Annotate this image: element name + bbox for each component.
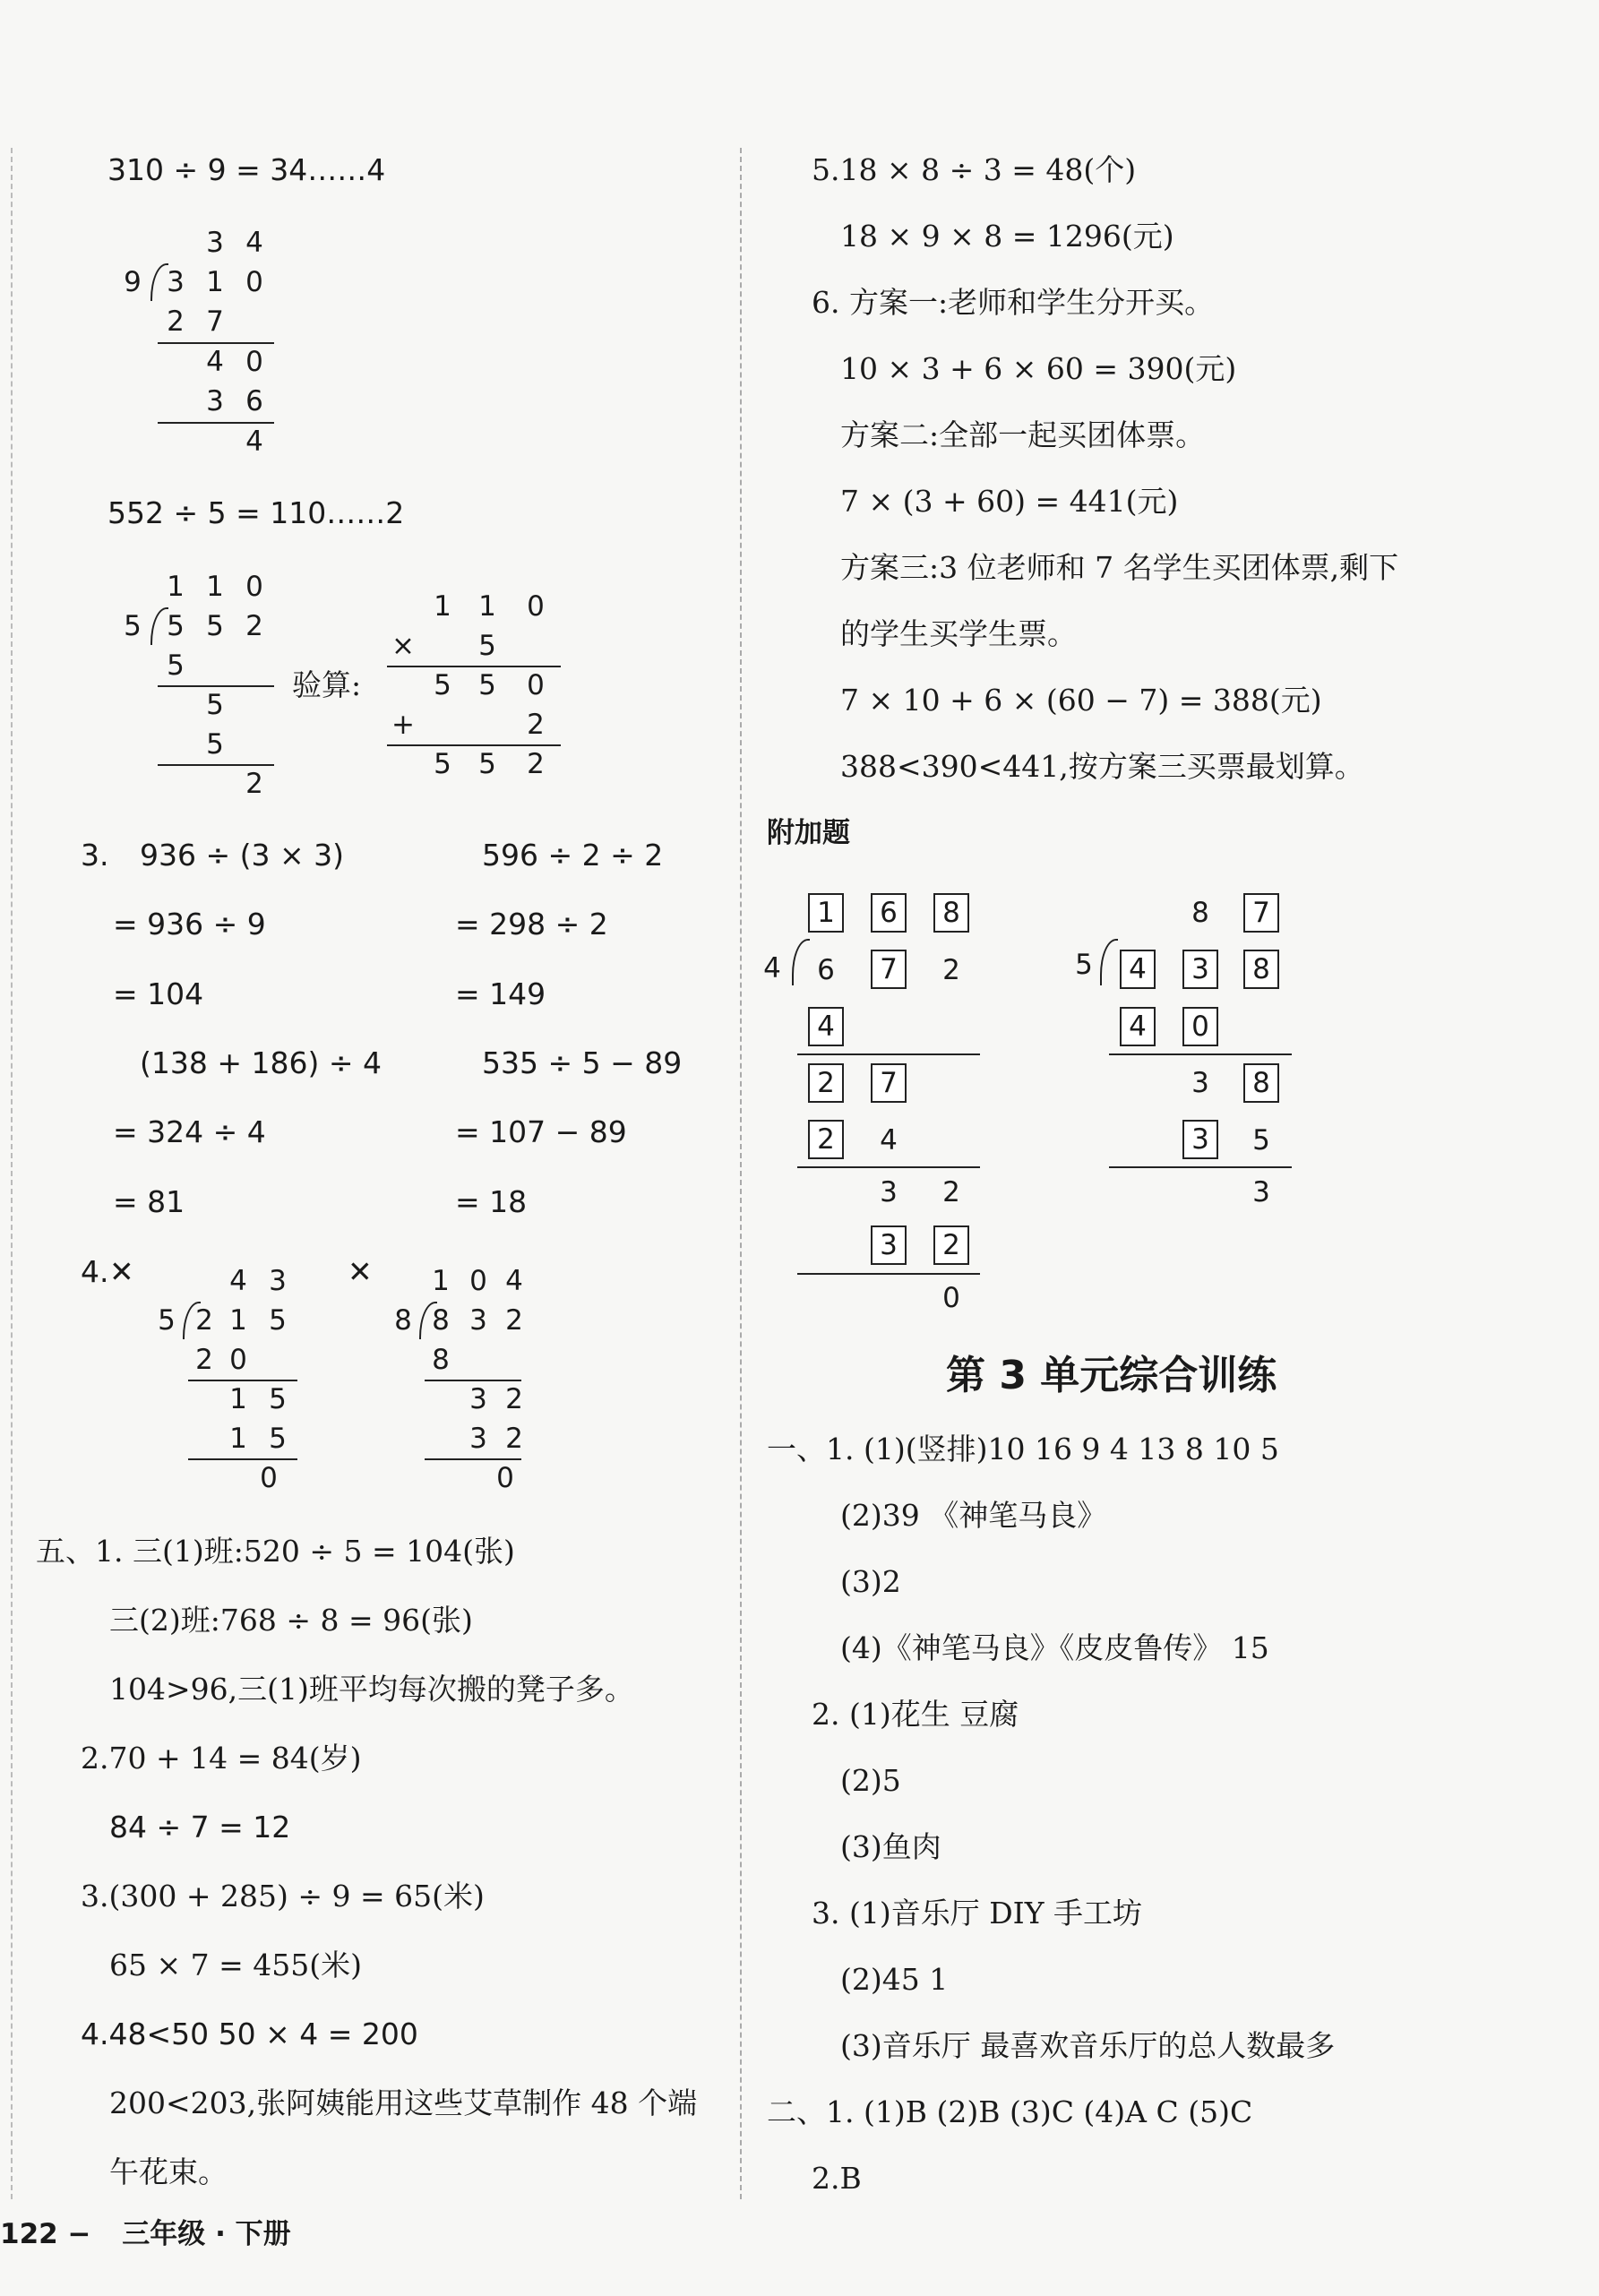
step-digit: 2: [167, 305, 185, 338]
calc-line: = 18: [455, 1184, 528, 1219]
answer-line: (2)45 1: [840, 1962, 949, 1997]
step-digit: 7: [206, 305, 224, 338]
divisor: 8: [394, 1304, 412, 1337]
step-digit: 8: [432, 1344, 450, 1376]
answer-line: 一、1. (1)(竖排)10 16 9 4 13 8 10 5: [767, 1432, 1279, 1466]
answer-box: 0: [1182, 1007, 1218, 1046]
sum-line: [387, 744, 561, 746]
quotient-digit: 4: [505, 1265, 523, 1297]
answer-line: 3. (1)音乐厅 DIY 手工坊: [812, 1896, 1142, 1931]
dividend-digit: 1: [229, 1304, 247, 1337]
wrong-mark-icon: ✕: [348, 1254, 373, 1289]
operator: +: [391, 709, 415, 741]
step-digit: 1: [229, 1383, 247, 1415]
vert-digit: 1: [478, 590, 496, 623]
step-digit: 5: [206, 728, 224, 761]
answer-box: 4: [1120, 950, 1156, 989]
answer-line: 18 × 9 × 8 = 1296(元): [840, 219, 1174, 254]
answer-line: 6. 方案一:老师和学生分开买。: [812, 285, 1215, 320]
vert-digit: 5: [478, 630, 496, 662]
word-problem-line: 4.48<50 50 × 4 = 200: [81, 2017, 418, 2051]
remainder: 0: [942, 1282, 960, 1314]
subtraction-line: [158, 764, 274, 766]
calc-line: 936 ÷ (3 × 3): [140, 838, 344, 873]
calc-line: = 104: [113, 976, 204, 1011]
dividend-digit: 2: [942, 954, 960, 986]
step-digit: 2: [505, 1423, 523, 1455]
subtraction-line: [1109, 1053, 1292, 1055]
calc-line: 535 ÷ 5 − 89: [482, 1045, 683, 1080]
division-equation: 310 ÷ 9 = 34……4: [107, 152, 386, 187]
division-bracket: [792, 939, 810, 985]
calc-line: = 81: [113, 1184, 185, 1219]
dividend-digit: 1: [206, 266, 224, 298]
calc-line: 596 ÷ 2 ÷ 2: [482, 838, 664, 873]
quotient-digit: 1: [206, 571, 224, 603]
quotient-digit: 8: [1191, 897, 1209, 929]
divisor: 5: [124, 610, 142, 642]
step-digit: 2: [942, 1176, 960, 1208]
page-number: 122 −: [0, 2218, 91, 2250]
step-digit: 5: [167, 649, 185, 682]
step-digit: 3: [469, 1423, 487, 1455]
answer-box: 7: [1243, 893, 1279, 933]
answer-line: 方案二:全部一起买团体票。: [840, 417, 1206, 452]
step-digit: 6: [245, 385, 263, 417]
word-problem-line: 84 ÷ 7 = 12: [109, 1810, 291, 1845]
divisor: 4: [763, 952, 781, 985]
quotient-digit: 4: [245, 227, 263, 259]
vert-digit: 2: [527, 748, 545, 780]
question-number: 3.: [81, 838, 109, 873]
page-footer: [0, 2211, 291, 2251]
answer-box: 2: [933, 1225, 969, 1265]
sum-line: [387, 666, 561, 667]
quotient-digit: 1: [432, 1265, 450, 1297]
answer-box: 1: [808, 893, 844, 933]
step-digit: 0: [245, 346, 263, 378]
quotient-digit: 1: [167, 571, 185, 603]
answer-box: 7: [871, 1063, 907, 1103]
calc-line: = 149: [455, 976, 546, 1011]
step-digit: 1: [229, 1423, 247, 1455]
answer-box: 2: [808, 1120, 844, 1159]
step-digit: 5: [269, 1423, 287, 1455]
calc-line: (138 + 186) ÷ 4: [140, 1045, 382, 1080]
division-equation: 552 ÷ 5 = 110……2: [107, 495, 405, 530]
column-separator: [740, 148, 742, 2199]
quotient-digit: 3: [269, 1265, 287, 1297]
word-problem-line: 200<203,张阿姨能用这些艾草制作 48 个端: [109, 2085, 698, 2120]
answer-line: (2)5: [840, 1763, 901, 1798]
dividend-digit: 5: [206, 610, 224, 642]
operator: ×: [391, 630, 415, 662]
calc-line: = 107 − 89: [455, 1114, 627, 1149]
answer-box: 3: [1182, 950, 1218, 989]
answer-box: 3: [871, 1225, 907, 1265]
dividend-digit: 2: [195, 1304, 213, 1337]
answer-line: (2)39 《神笔马良》: [840, 1498, 1107, 1533]
dividend-digit: 2: [505, 1304, 523, 1337]
answer-line: 的学生买学生票。: [840, 616, 1077, 651]
subtraction-line: [797, 1053, 980, 1055]
step-digit: 4: [880, 1124, 898, 1157]
divisor: 5: [1075, 949, 1093, 981]
step-digit: 5: [269, 1383, 287, 1415]
answer-box: 6: [871, 893, 907, 933]
divisor: 5: [158, 1304, 176, 1337]
answer-line: (3)鱼肉: [840, 1829, 941, 1864]
wrong-mark-icon: ✕: [109, 1254, 134, 1289]
dividend-digit: 5: [269, 1304, 287, 1337]
grade-label: 三年级 · 下册: [122, 2218, 291, 2250]
vert-digit: 5: [434, 669, 451, 701]
remainder: 3: [1252, 1176, 1270, 1208]
vert-digit: 0: [527, 669, 545, 701]
step-digit: 0: [229, 1344, 247, 1376]
subtraction-line: [425, 1458, 521, 1460]
quotient-digit: 4: [229, 1265, 247, 1297]
vert-digit: 1: [434, 590, 451, 623]
word-problem-line: 五、1. 三(1)班:520 ÷ 5 = 104(张): [36, 1534, 515, 1569]
remainder: 0: [260, 1462, 278, 1494]
quotient-digit: 0: [469, 1265, 487, 1297]
calc-line: = 936 ÷ 9: [113, 907, 266, 942]
step-digit: 3: [206, 385, 224, 417]
calc-line: = 324 ÷ 4: [113, 1114, 266, 1149]
answer-line: (3)2: [840, 1564, 901, 1599]
answer-box: 7: [871, 950, 907, 989]
bonus-heading: 附加题: [767, 817, 850, 849]
division-bracket: [1100, 939, 1118, 985]
step-digit: 2: [505, 1383, 523, 1415]
answer-line: 388<390<441,按方案三买票最划算。: [840, 749, 1364, 784]
dividend-digit: 3: [167, 266, 185, 298]
left-margin-dashed-line: [11, 148, 13, 2199]
dividend-digit: 5: [167, 610, 185, 642]
step-digit: 2: [195, 1344, 213, 1376]
step-digit: 5: [206, 689, 224, 721]
unit-title: 第 3 单元综合训练: [946, 1353, 1277, 1398]
dividend-digit: 3: [469, 1304, 487, 1337]
answer-box: 2: [808, 1063, 844, 1103]
subtraction-line: [797, 1166, 980, 1168]
dividend-digit: 6: [817, 954, 835, 986]
step-digit: 3: [880, 1176, 898, 1208]
vert-digit: 5: [478, 748, 496, 780]
answer-line: (3)音乐厅 最喜欢音乐厅的总人数最多: [840, 2028, 1336, 2063]
answer-line: 10 × 3 + 6 × 60 = 390(元): [840, 351, 1237, 386]
dividend-digit: 0: [245, 266, 263, 298]
remainder: 0: [496, 1462, 514, 1494]
remainder: 2: [245, 768, 263, 800]
remainder: 4: [245, 426, 263, 458]
question-number: 4.: [81, 1254, 109, 1289]
subtraction-line: [1109, 1166, 1292, 1168]
subtraction-line: [188, 1380, 297, 1381]
word-problem-line: 65 × 7 = 455(米): [109, 1948, 362, 1982]
answer-line: (4)《神笔马良》《皮皮鲁传》 15: [840, 1630, 1269, 1665]
quotient-digit: 0: [245, 571, 263, 603]
answer-box: 8: [933, 893, 969, 933]
answer-box: 8: [1243, 1063, 1279, 1103]
vert-digit: 5: [478, 669, 496, 701]
answer-line: 方案三:3 位老师和 7 名学生买团体票,剩下: [840, 550, 1399, 585]
word-problem-line: 2.70 + 14 = 84(岁): [81, 1741, 362, 1776]
dividend-digit: 2: [245, 610, 263, 642]
subtraction-line: [425, 1380, 521, 1381]
answer-box: 4: [1120, 1007, 1156, 1046]
answer-line: 2.B: [812, 2161, 862, 2196]
calc-line: = 298 ÷ 2: [455, 907, 608, 942]
quotient-digit: 3: [206, 227, 224, 259]
step-digit: 5: [1252, 1124, 1270, 1157]
subtraction-line: [158, 342, 274, 344]
subtraction-line: [158, 685, 274, 687]
answer-box: 4: [808, 1007, 844, 1046]
subtraction-line: [797, 1273, 980, 1275]
vert-digit: 2: [527, 709, 545, 741]
answer-box: 3: [1182, 1120, 1218, 1159]
answer-box: 8: [1243, 950, 1279, 989]
vert-digit: 0: [527, 590, 545, 623]
word-problem-line: 三(2)班:768 ÷ 8 = 96(张): [109, 1603, 473, 1638]
answer-line: 7 × 10 + 6 × (60 − 7) = 388(元): [840, 683, 1322, 718]
vert-digit: 5: [434, 748, 451, 780]
word-problem-line: 午花束。: [109, 2154, 228, 2189]
divisor: 9: [124, 266, 142, 298]
word-problem-line: 104>96,三(1)班平均每次搬的凳子多。: [109, 1672, 634, 1707]
subtraction-line: [158, 422, 274, 424]
step-digit: 3: [469, 1383, 487, 1415]
step-digit: 3: [1191, 1067, 1209, 1099]
answer-line: 5.18 × 8 ÷ 3 = 48(个): [812, 152, 1137, 187]
answer-line: 7 × (3 + 60) = 441(元): [840, 484, 1179, 519]
word-problem-line: 3.(300 + 285) ÷ 9 = 65(米): [81, 1879, 485, 1913]
answer-line: 二、1. (1)B (2)B (3)C (4)A C (5)C: [767, 2094, 1253, 2129]
step-digit: 4: [206, 346, 224, 378]
dividend-digit: 8: [432, 1304, 450, 1337]
answer-line: 2. (1)花生 豆腐: [812, 1697, 1019, 1732]
verification-label: 验算:: [292, 667, 362, 702]
subtraction-line: [188, 1458, 297, 1460]
